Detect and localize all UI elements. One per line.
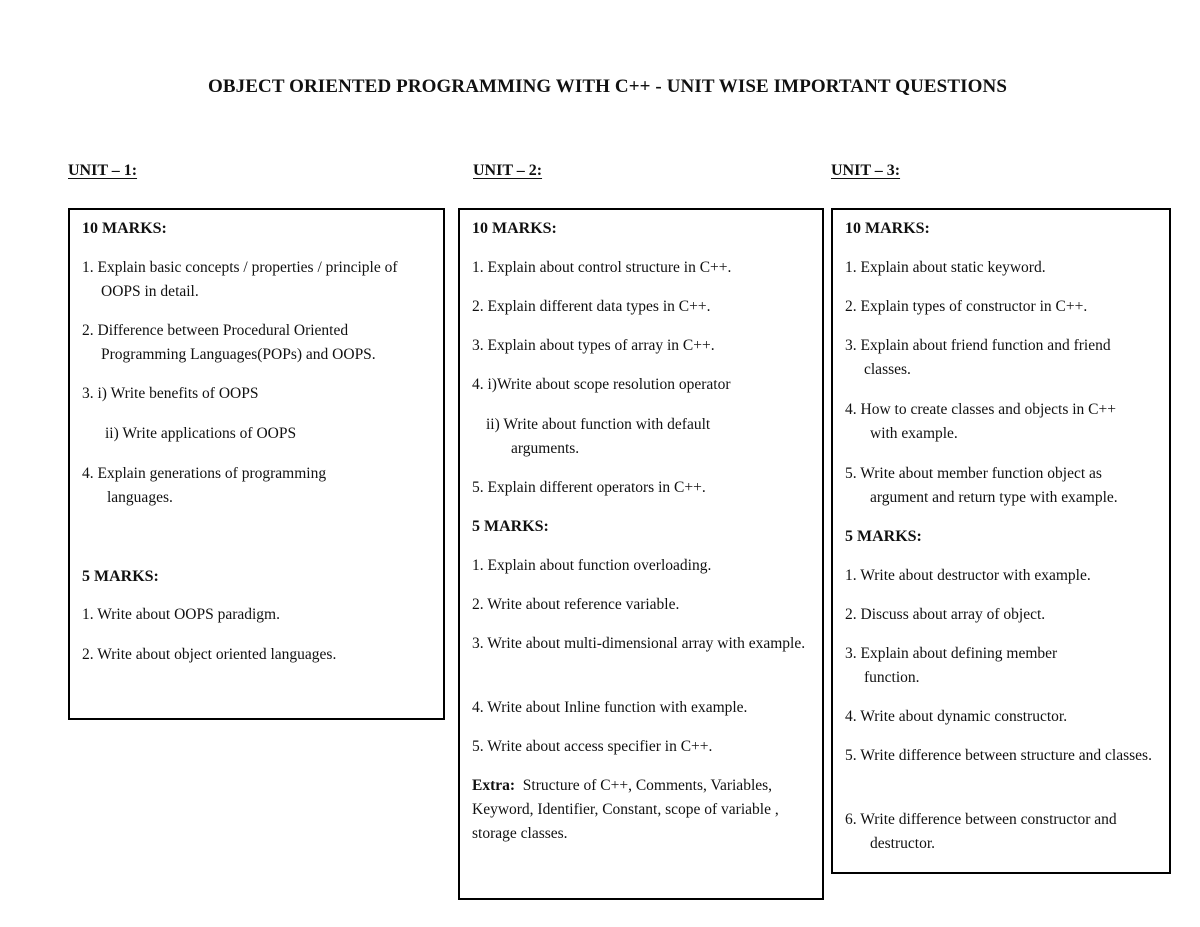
unit-3-heading: UNIT – 3: <box>831 162 901 179</box>
unit-3-five-q1: 1. Write about destructor with example. <box>845 567 1091 584</box>
unit-2-five-q1: 1. Explain about function overloading. <box>472 557 712 574</box>
unit-2-five-marks-label: 5 MARKS: <box>472 518 549 535</box>
unit-2-ten-q5: 5. Explain different operators in C++. <box>472 479 706 496</box>
unit-1-five-q1: 1. Write about OOPS paradigm. <box>82 606 280 623</box>
unit-3-five-q2: 2. Discuss about array of object. <box>845 606 1046 623</box>
unit-3-ten-q1: 1. Explain about static keyword. <box>845 259 1046 276</box>
unit-1-ten-q4: 4. Explain generations of programming languages. <box>82 465 327 506</box>
unit-3-five-q3: 3. Explain about defining member function. <box>845 645 1058 686</box>
unit-2-five-q5: 5. Write about access specifier in C++. <box>472 738 713 755</box>
unit-2-ten-q4: 4. i)Write about scope resolution operator <box>472 376 731 393</box>
unit-3-five-q5: 5. Write difference between structure and classes. <box>845 747 1152 764</box>
unit-3-ten-q3: 3. Explain about friend function and friend classes. <box>845 337 1111 378</box>
unit-3-ten-q4: 4. How to create classes and objects in C++ with example. <box>845 401 1117 442</box>
unit-2-extra-label: Extra: <box>472 777 516 794</box>
unit-2-extra-text: Structure of C++, Comments, Variables, Keyword, Identifier, Constant, scope of variable , storage classes. <box>472 777 779 842</box>
unit-1-box <box>68 208 445 720</box>
unit-1-ten-q1: 1. Explain basic concepts / properties / principle of OOPS in detail. <box>82 259 398 300</box>
unit-3-ten-q2: 2. Explain types of constructor in C++. <box>845 298 1088 315</box>
unit-2-ten-q3: 3. Explain about types of array in C++. <box>472 337 715 354</box>
unit-3-ten-q5: 5. Write about member function object as argument and return type with example. <box>845 465 1118 506</box>
unit-1-five-q2: 2. Write about object oriented languages. <box>82 646 337 663</box>
unit-1-ten-q2: 2. Difference between Procedural Oriented Programming Languages(POPs) and OOPS. <box>82 322 376 363</box>
unit-3-five-q6: 6. Write difference between constructor and destructor. <box>845 811 1117 852</box>
unit-2-ten-q1: 1. Explain about control structure in C++. <box>472 259 732 276</box>
unit-1-five-marks-label: 5 MARKS: <box>82 568 159 585</box>
unit-2-heading: UNIT – 2: <box>473 162 543 179</box>
unit-3-five-marks-label: 5 MARKS: <box>845 528 922 545</box>
unit-3-five-q4: 4. Write about dynamic constructor. <box>845 708 1068 725</box>
unit-3-ten-marks-label: 10 MARKS: <box>845 220 930 237</box>
unit-1-ten-marks-label: 10 MARKS: <box>82 220 167 237</box>
unit-3-box <box>831 208 1171 874</box>
unit-2-extra <box>472 774 784 846</box>
unit-2-five-q3: 3. Write about multi-dimensional array with example. <box>472 635 806 652</box>
unit-1-ten-q3b: ii) Write applications of OOPS <box>105 425 297 442</box>
unit-1-ten-q3: 3. i) Write benefits of OOPS <box>82 385 259 402</box>
unit-1-heading: UNIT – 1: <box>68 162 138 179</box>
unit-2-box <box>458 208 824 900</box>
unit-2-five-q2: 2. Write about reference variable. <box>472 596 680 613</box>
document-title: OBJECT ORIENTED PROGRAMMING WITH C++ - UNIT WISE IMPORTANT QUESTIONS <box>207 76 1007 97</box>
unit-2-ten-marks-label: 10 MARKS: <box>472 220 557 237</box>
unit-2-ten-q4b: ii) Write about function with default arguments. <box>486 416 711 457</box>
unit-2-ten-q2: 2. Explain different data types in C++. <box>472 298 711 315</box>
unit-2-five-q4: 4. Write about Inline function with example. <box>472 699 748 716</box>
